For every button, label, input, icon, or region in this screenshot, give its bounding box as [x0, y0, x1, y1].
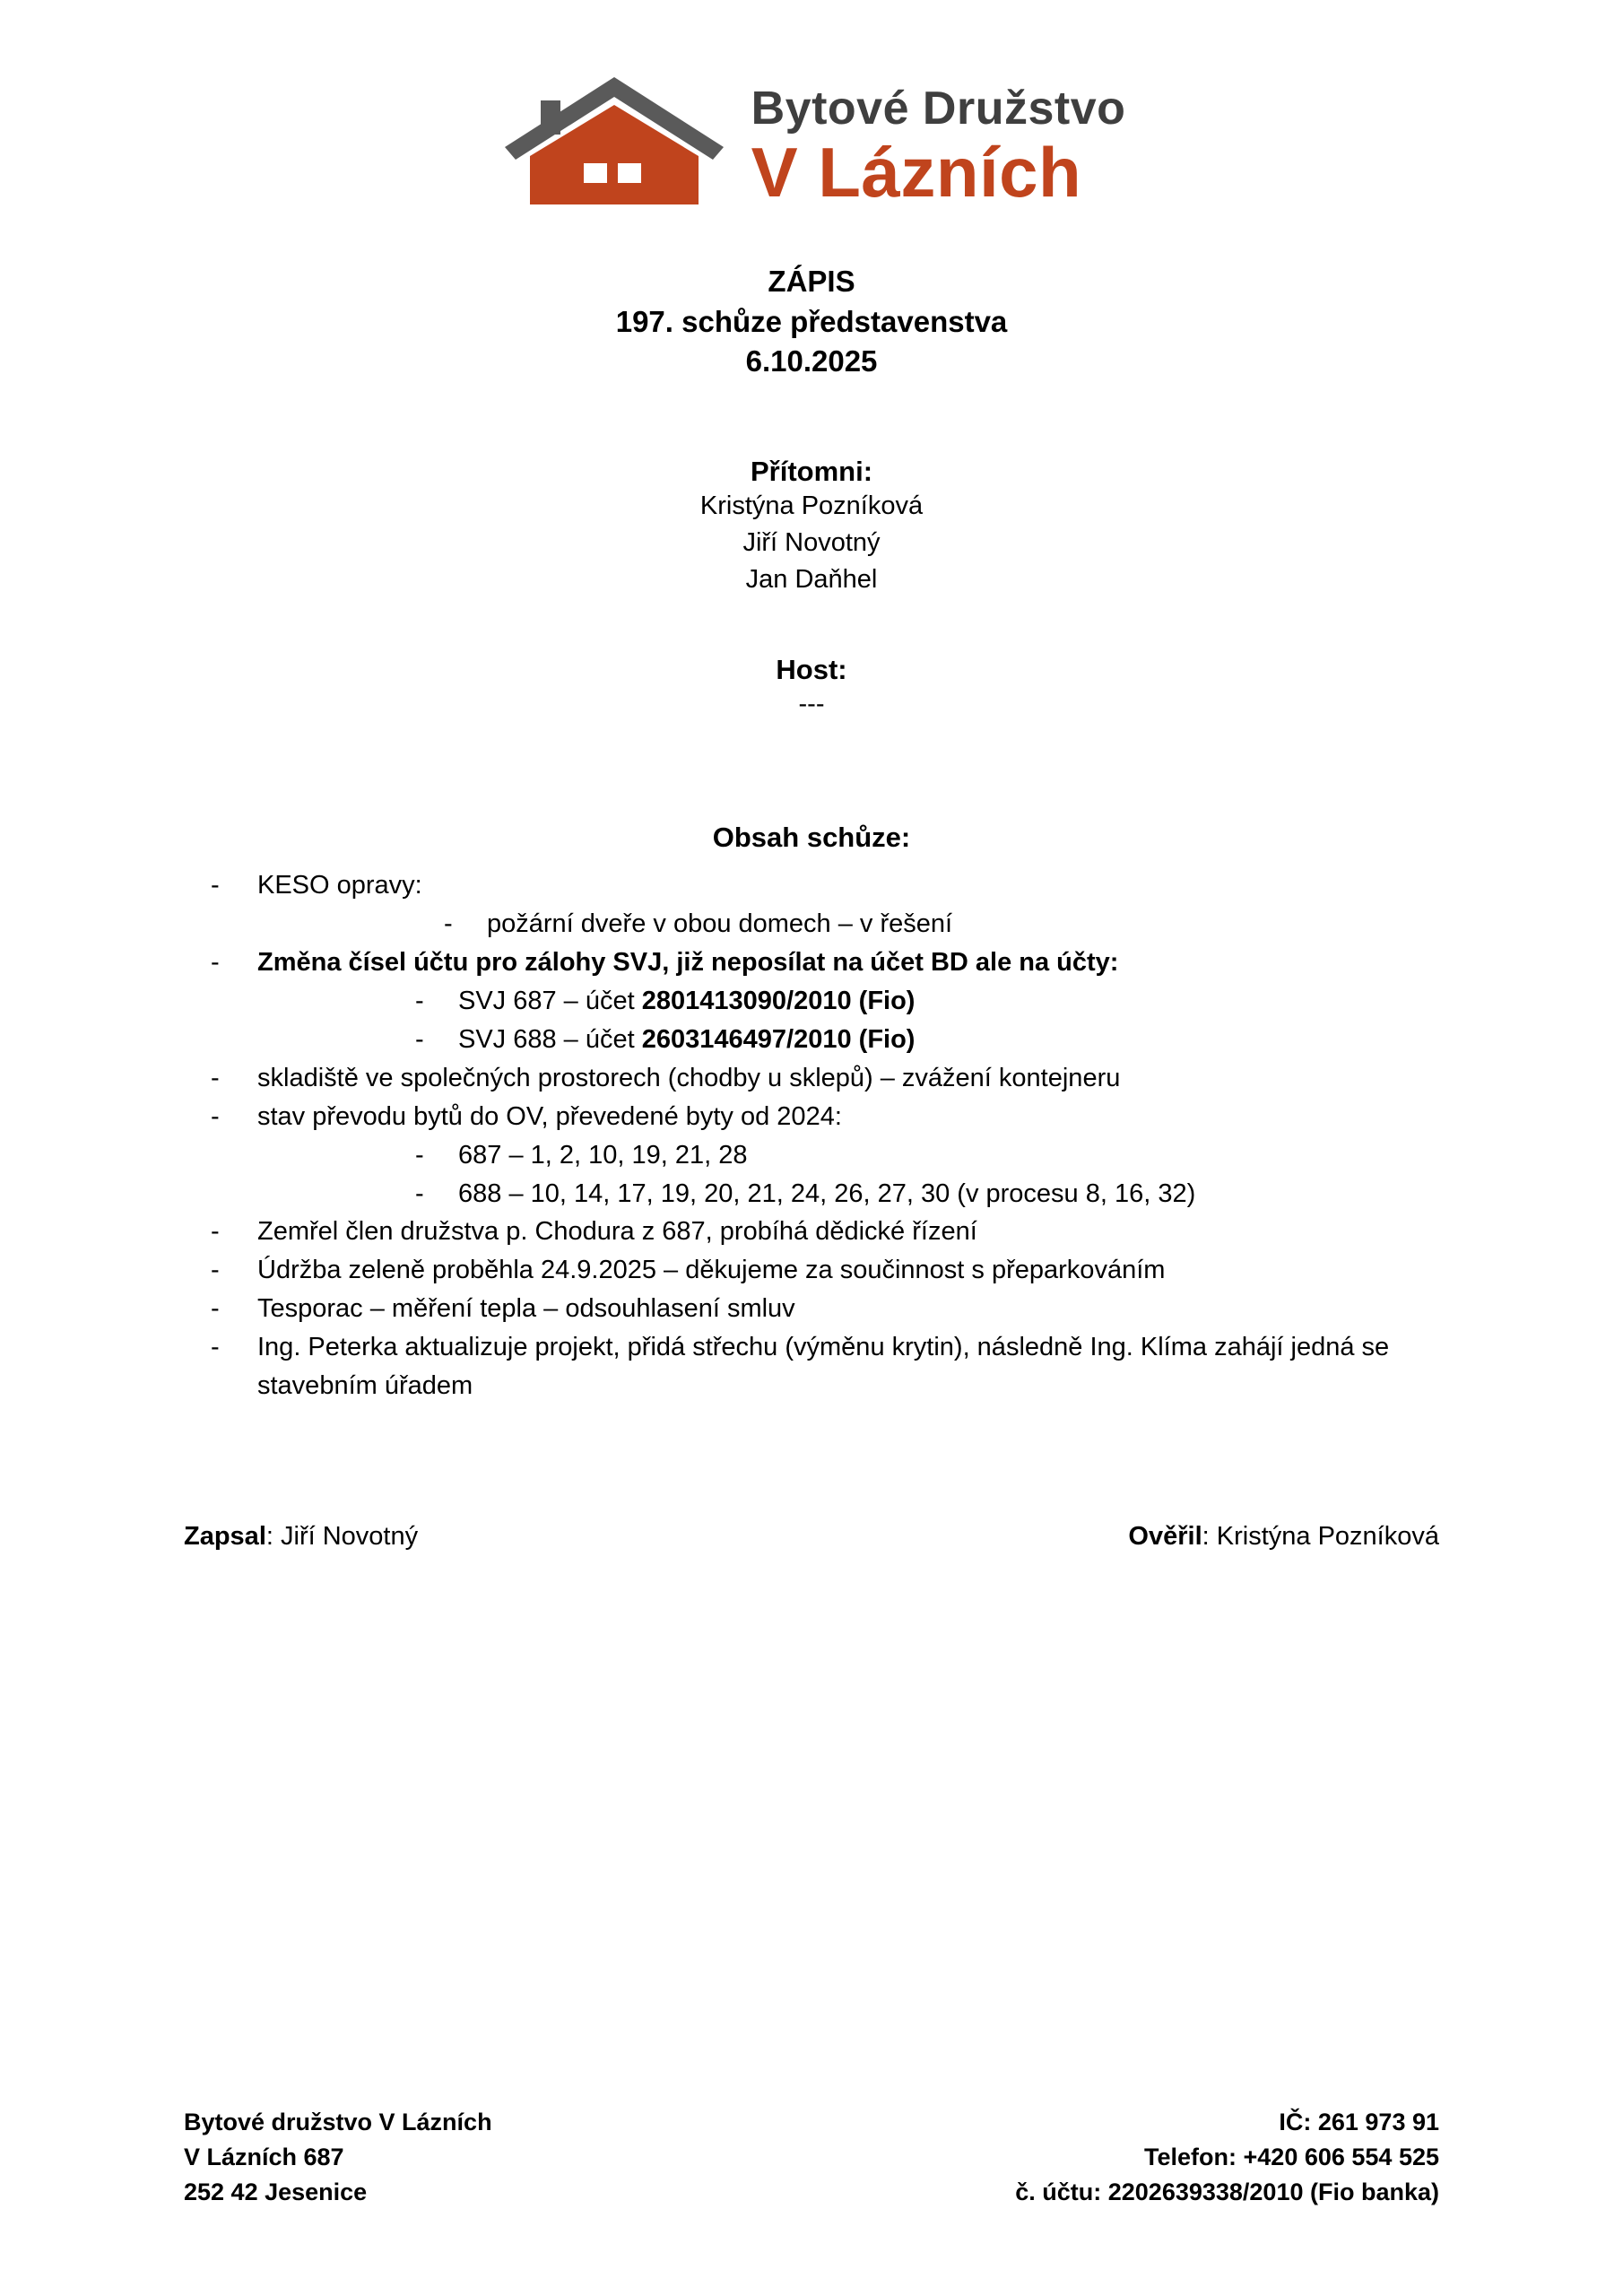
list-item: [211, 1328, 1439, 1405]
list-bullet: -: [211, 1217, 220, 1247]
footer-address: [184, 2105, 492, 2210]
list-item-label: požární dveře v obou domech – v řešení: [487, 909, 953, 939]
agenda-heading: Obsah schůze:: [712, 822, 911, 854]
footer-phone: Telefon: +420 606 554 525: [1144, 2143, 1439, 2170]
list-bullet: -: [415, 987, 424, 1016]
agenda-list: [184, 866, 1439, 1405]
logo-line-2: V Lázních: [751, 133, 1082, 212]
guest-heading: Host:: [776, 654, 847, 686]
list-item-label: Změna čísel účtu pro zálohy SVJ, již neposílat na účet BD ale na účty:: [257, 948, 1119, 978]
title-line-1: ZÁPIS: [768, 265, 855, 298]
list-item-label: SVJ 687 – účet: [458, 987, 642, 1016]
list-bullet: -: [211, 871, 220, 900]
list-item: [415, 982, 1439, 1021]
footer-account: č. účtu: 2202639338/2010 (Fio banka): [1015, 2178, 1439, 2205]
list-item: [415, 1021, 1439, 1059]
list-item: [211, 866, 1439, 905]
logo-line-1: Bytové Družstvo: [751, 83, 1126, 135]
list-bullet: -: [211, 1063, 220, 1092]
list-item-label: KESO opravy:: [257, 871, 422, 900]
list-item: [211, 1059, 1439, 1098]
list-item-label: Údržba zeleně proběhla 24.9.2025 – děkujeme za součinnost s přeparkováním: [257, 1256, 1166, 1285]
list-item: [211, 1290, 1439, 1328]
list-item-label: SVJ 688 – účet: [458, 1024, 642, 1054]
list-bullet: -: [415, 1024, 424, 1054]
verified-by: Ověřil: Kristýna Pozníková: [1128, 1522, 1439, 1552]
written-by-name: Jiří Novotný: [281, 1522, 419, 1552]
list-item: [444, 905, 1439, 944]
list-item-label: stav převodu bytů do OV, převedené byty od 2024:: [257, 1101, 842, 1131]
list-item-label: 687 – 1, 2, 10, 19, 21, 28: [458, 1140, 748, 1170]
list-bullet: -: [211, 1294, 220, 1324]
house-icon: [498, 70, 735, 222]
written-by-label: Zapsal: [184, 1522, 266, 1552]
list-bullet: -: [211, 1256, 220, 1285]
footer: [184, 2105, 1439, 2210]
list-bullet: -: [444, 909, 453, 939]
title-line-2: 197. schůze představenstva: [615, 304, 1008, 338]
footer-address-line: V Lázních 687: [184, 2143, 344, 2170]
list-item: [211, 1213, 1439, 1251]
list-bullet: -: [211, 1333, 220, 1362]
list-bullet: -: [415, 1140, 424, 1170]
signature-row: [184, 1522, 1439, 1552]
list-item-label: Zemřel člen družstva p. Chodura z 687, probíhá dědické řízení: [257, 1217, 977, 1247]
attendee-name: Kristýna Pozníková: [699, 491, 924, 520]
title-line-3: 6.10.2025: [745, 344, 878, 378]
account-number: 2603146497/2010 (Fio): [641, 1024, 916, 1054]
written-by: Zapsal: Jiří Novotný: [184, 1522, 419, 1552]
list-item-label: skladiště ve společných prostorech (chodby u sklepů) – zvážení kontejneru: [257, 1063, 1121, 1092]
list-item: [415, 1136, 1439, 1175]
footer-address-line: Bytové družstvo V Lázních: [184, 2108, 492, 2135]
footer-address-line: 252 42 Jesenice: [184, 2178, 368, 2205]
attendees-heading: Přítomni:: [750, 455, 873, 487]
verified-by-label: Ověřil: [1128, 1522, 1202, 1552]
list-item: [211, 1098, 1439, 1136]
list-item: [211, 944, 1439, 982]
footer-ico: IČ: 261 973 91: [1279, 2108, 1439, 2135]
list-item-label: Tesporac – měření tepla – odsouhlasení smluv: [257, 1294, 795, 1324]
guest-value: ---: [798, 690, 825, 719]
attendee-name: Jan Daňhel: [745, 564, 878, 594]
list-bullet: -: [211, 1101, 220, 1131]
list-item-label: Ing. Peterka aktualizuje projekt, přidá střechu (výměnu krytin), následně Ing. Klíma zahájí jedná se stavebním úřadem: [257, 1333, 1390, 1401]
list-bullet: -: [415, 1178, 424, 1208]
page-title: [184, 262, 1439, 382]
list-bullet: -: [211, 948, 220, 978]
logo: [184, 0, 1439, 222]
list-item-label: 688 – 10, 14, 17, 19, 20, 21, 24, 26, 27, 30 (v procesu 8, 16, 32): [458, 1178, 1196, 1208]
verified-by-name: Kristýna Pozníková: [1216, 1522, 1439, 1552]
footer-contact: [1015, 2105, 1439, 2210]
account-number: 2801413090/2010 (Fio): [641, 987, 916, 1016]
attendee-name: Jiří Novotný: [742, 527, 881, 557]
list-item: [211, 1251, 1439, 1290]
list-item: [415, 1175, 1439, 1213]
